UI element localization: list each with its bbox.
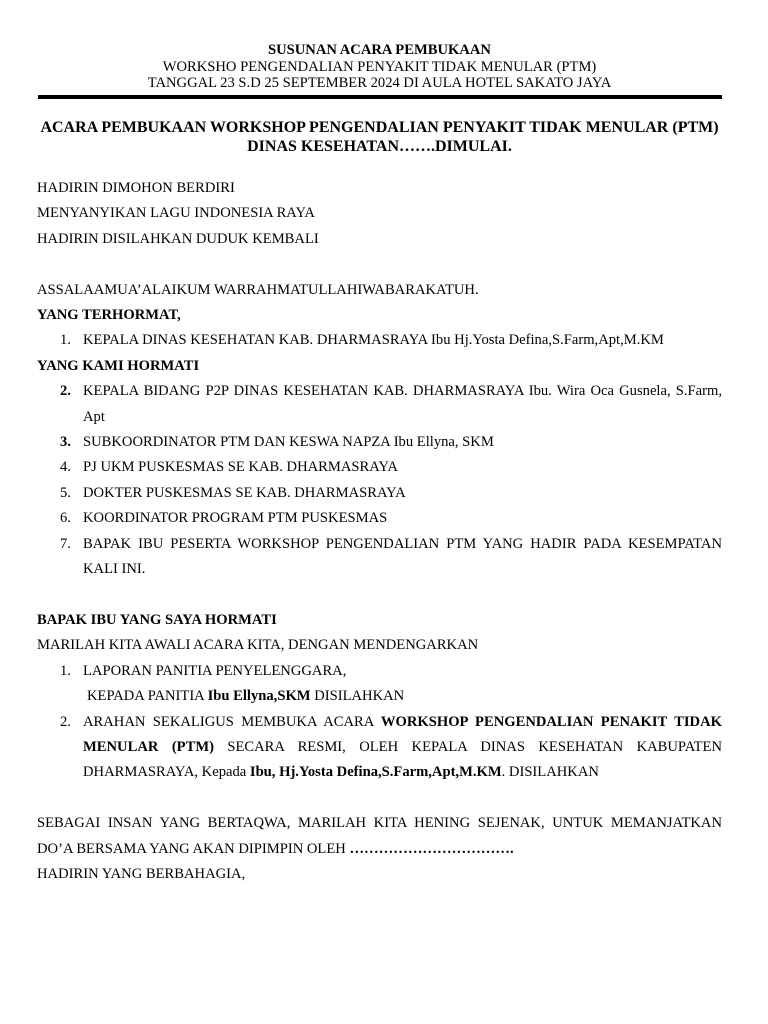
section2-intro: MARILAH KITA AWALI ACARA KITA, DENGAN MENDENGARKAN [37,637,479,654]
text-run: DISILAHKAN [310,688,405,705]
leader-dots: ……………………………. [349,840,514,857]
list-number: 6. [60,510,71,527]
list-item [37,379,722,430]
header-title: SUSUNAN ACARA PEMBUKAAN [268,42,491,58]
list-item-text: SUBKOORDINATOR PTM DAN KESWA NAPZA Ibu Ellyna, SKM [83,434,494,451]
list-number: 5. [60,484,71,501]
text-run-bold: WORKSHOP PENGENDALIAN PENAKIT TIDAK MENULAR (PTM) [83,713,722,755]
list-number: 2. [60,383,71,400]
header-divider [38,95,722,99]
list-number: 1. [60,662,71,679]
list-item-text: KEPALA BIDANG P2P DINAS KESEHATAN KAB. DHARMASRAYA Ibu. Wira Oca Gusnela, S.Farm, Apt [83,383,722,425]
list-item-text: KOORDINATOR PROGRAM PTM PUSKESMAS [83,510,388,527]
list-item [37,506,722,531]
list-item-text: DOKTER PUSKESMAS SE KAB. DHARMASRAYA [83,484,406,501]
list-item [37,710,722,786]
spacer [37,582,722,607]
closing-paragraph [37,811,722,862]
list-item-text: PJ UKM PUSKESMAS SE KAB. DHARMASRAYA [83,459,398,476]
greeting: ASSALAAMUA’ALAIKUM WARRAHMATULLAHIWABARAKATUH. [37,281,479,298]
text-run-bold: Ibu, Hj.Yosta Defina,S.Farm,Apt,M.KM [249,764,502,781]
document-page [37,42,722,92]
document-body [37,176,722,887]
section2-heading: BAPAK IBU YANG SAYA HORMATI [37,611,277,628]
list-item [37,659,722,710]
header-date-venue: TANGGAL 23 S.D 25 SEPTEMBER 2024 DI AULA HOTEL SAKATO JAYA [147,75,612,92]
text-run: . DISILAHKAN [501,764,599,781]
text-run: KEPADA PANITIA [87,688,208,705]
list-item [37,532,722,583]
agenda-item-line-1: LAPORAN PANITIA PENYELENGGARA, [83,662,347,679]
document-title [37,118,722,156]
list-item [37,430,722,455]
opening-line-2: MENYANYIKAN LAGU INDONESIA RAYA [37,205,315,222]
spacer [37,252,722,277]
list-number: 4. [60,459,71,476]
yang-kami-hormati-list [37,379,722,582]
opening-line-1: HADIRIN DIMOHON BERDIRI [37,180,235,196]
opening-line-3: HADIRIN DISILAHKAN DUDUK KEMBALI [37,230,319,247]
header-subtitle: WORKSHO PENGENDALIAN PENYAKIT TIDAK MENULAR (PTM) [162,58,597,75]
text-run: ARAHAN SEKALIGUS MEMBUKA ACARA [83,713,381,730]
agenda-list [37,659,722,786]
title-line-2: DINAS KESEHATAN…….DIMULAI. [247,138,512,156]
text-run-bold: Ibu Ellyna,SKM [207,688,311,705]
document-header [37,42,722,92]
list-item [37,481,722,506]
text-run: SEBAGAI INSAN YANG BERTAQWA, MARILAH KITA HENING SEJENAK, UNTUK MEMANJATKAN DO’A BERSAMA YANG AKAN DIPIMPIN OLEH [37,815,722,857]
agenda-item-line-2 [83,684,722,709]
list-number: 2. [60,713,71,730]
list-number: 3. [60,434,71,451]
yang-terhormat-heading: YANG TERHORMAT, [37,307,181,324]
list-number: 7. [60,535,71,552]
text-run: SECARA RESMI, OLEH KEPALA DINAS KESEHATAN KABUPATEN DHARMASRAYA, Kepada [83,738,722,781]
closing-last-line: HADIRIN YANG BERBAHAGIA, [37,865,246,882]
title-line-1: ACARA PEMBUKAAN WORKSHOP PENGENDALIAN PENYAKIT TIDAK MENULAR (PTM) [40,119,719,136]
list-item-text: BAPAK IBU PESERTA WORKSHOP PENGENDALIAN PTM YANG HADIR PADA KESEMPATAN KALI INI. [83,535,722,578]
list-item [37,455,722,480]
spacer [37,786,722,811]
list-item-text: KEPALA DINAS KESEHATAN KAB. DHARMASRAYA Ibu Hj.Yosta Defina,S.Farm,Apt,M.KM [83,332,664,349]
yang-terhormat-list [37,328,722,353]
list-number: 1. [60,332,71,349]
list-item [37,328,722,353]
yang-kami-hormati-heading: YANG KAMI HORMATI [37,357,200,374]
